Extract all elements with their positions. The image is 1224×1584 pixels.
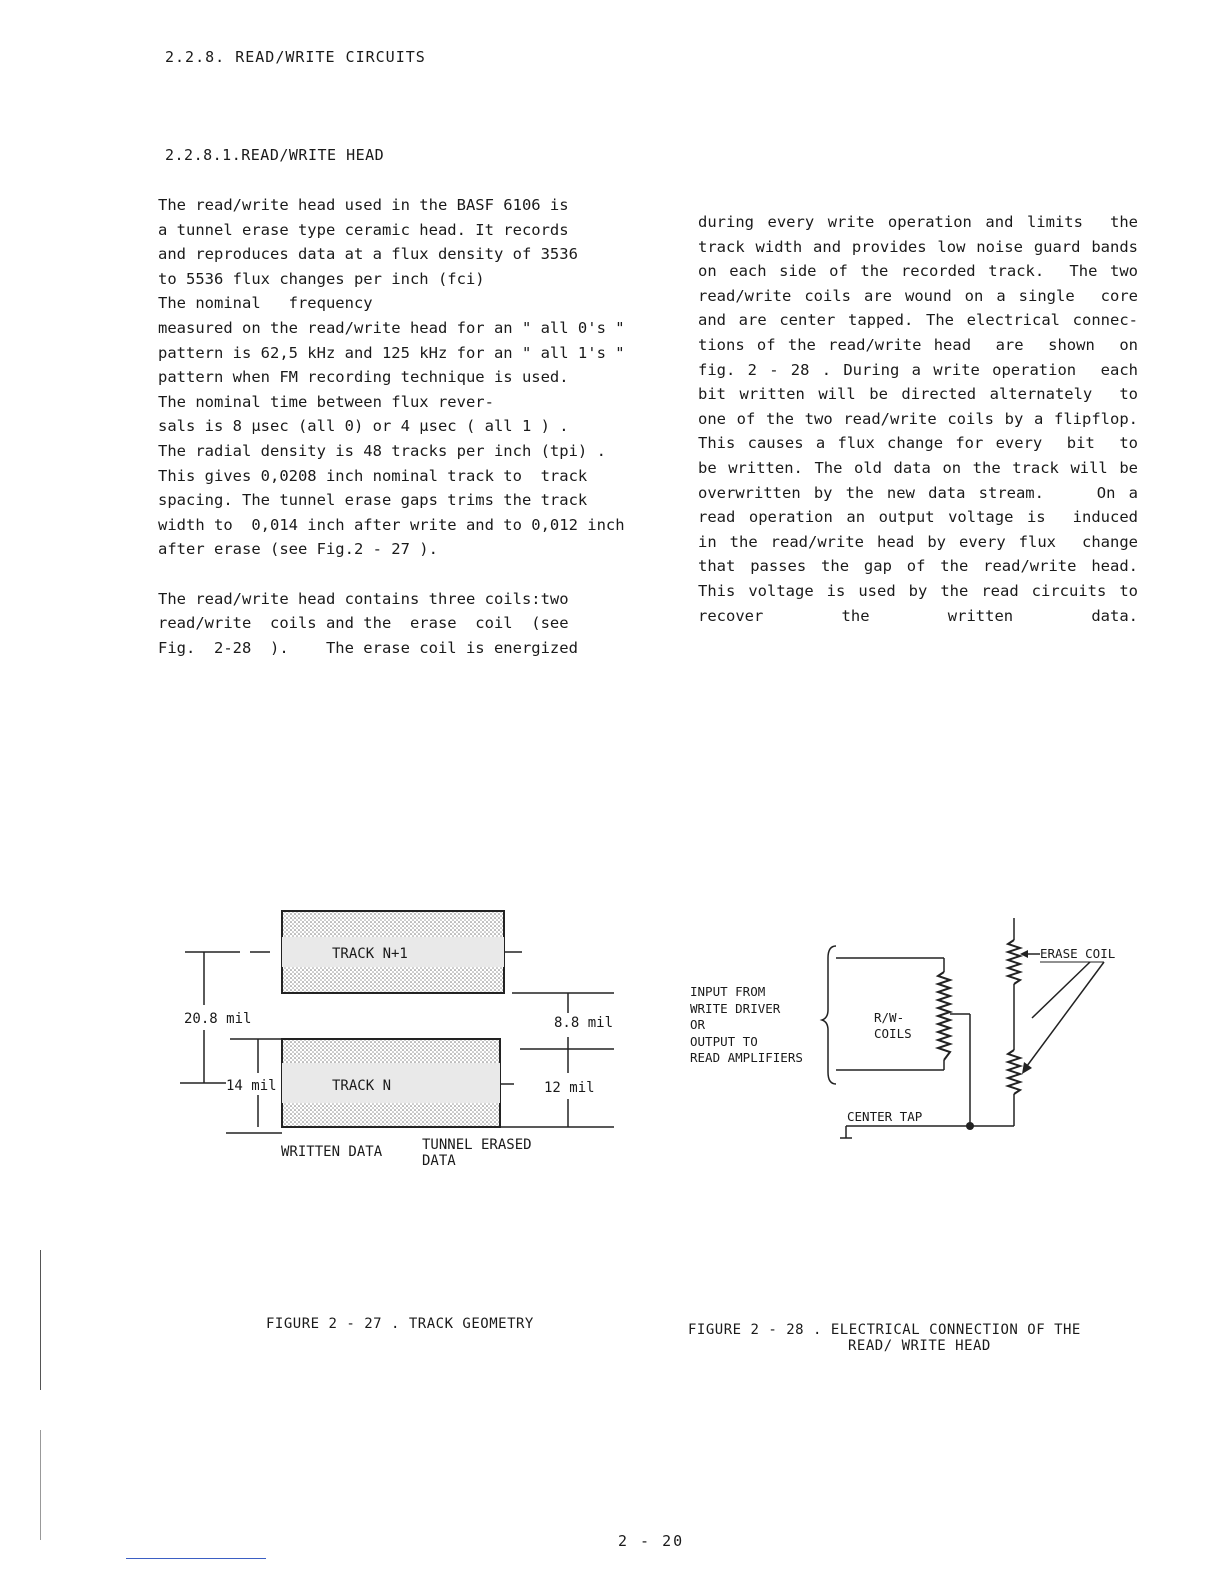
text-line: that passes the gap of the read/write head. <box>698 557 1138 576</box>
erase-coil-upper <box>1008 940 1020 984</box>
rw-coil-symbol <box>938 972 950 1060</box>
text-line: in the read/write head by every flux change <box>698 532 1138 551</box>
page-number: 2 - 20 <box>618 1532 685 1550</box>
left-text-column <box>158 193 625 660</box>
erase-coil-lower <box>1008 1050 1020 1094</box>
input-label-1: INPUT FROM <box>690 984 766 999</box>
input-label-4: OUTPUT TO <box>690 1034 758 1049</box>
text-line: fig. 2 - 28 . During a write operation each <box>698 360 1138 379</box>
text-line: during every write operation and limits the <box>698 213 1138 231</box>
text-line: This causes a flux change for every bit to <box>698 434 1138 453</box>
text-line: The read/write head contains three coils:two <box>158 589 569 608</box>
text-line: be written. The old data on the track will be <box>698 458 1138 477</box>
text-line: sals is 8 µsec (all 0) or 4 µsec ( all 1 ) . <box>158 417 569 436</box>
text-line: and reproduces data at a flux density of 3536 <box>158 245 578 264</box>
right-text-column <box>698 210 1138 628</box>
text-line: track width and provides low noise guard bands <box>698 237 1138 256</box>
track-geometry-figure <box>170 905 630 1185</box>
dim-14-mil: 14 mil <box>226 1078 277 1094</box>
text-line: measured on the read/write head for an " all 0's " <box>158 318 625 337</box>
dim-20-8-mil: 20.8 mil <box>184 1011 252 1027</box>
tunnel-erased-label-2: DATA <box>422 1153 456 1169</box>
written-data-label: WRITTEN DATA <box>281 1144 383 1160</box>
figure-28-caption-line-2: READ/ WRITE HEAD <box>848 1338 991 1354</box>
text-line: This voltage is used by the read circuits to <box>698 581 1138 600</box>
text-line: The read/write head used in the BASF 6106 is <box>158 196 569 214</box>
text-line: read/write coils are wound on a single core <box>698 286 1138 305</box>
section-heading: 2.2.8. READ/WRITE CIRCUITS <box>165 48 426 66</box>
text-line: The nominal time between flux rever- <box>158 392 494 411</box>
text-line: a tunnel erase type ceramic head. It records <box>158 220 569 239</box>
erase-coil-label: ERASE COIL <box>1040 946 1116 961</box>
text-line: on each side of the recorded track. The two <box>698 262 1138 281</box>
dim-12-mil: 12 mil <box>544 1080 595 1096</box>
text-line: pattern is 62,5 kHz and 125 kHz for an " all 1's " <box>158 343 625 362</box>
text-line <box>158 562 608 587</box>
text-line: width to 0,014 inch after write and to 0,012 inch <box>158 515 625 534</box>
tunnel-erased-label: TUNNEL ERASED <box>422 1137 532 1153</box>
subsection-heading: 2.2.8.1.READ/WRITE HEAD <box>165 146 385 164</box>
text-line: one of the two read/write coils by a flipflop. <box>698 409 1138 428</box>
rw-coils-label-1: R/W- <box>874 1010 905 1025</box>
track-n-label: TRACK N <box>332 1078 392 1094</box>
input-label-2: WRITE DRIVER <box>690 1001 781 1016</box>
text-line: The radial density is 48 tracks per inch (tpi) . <box>158 441 606 460</box>
text-line: after erase (see Fig.2 - 27 ). <box>158 540 438 559</box>
text-line: tions of the read/write head are shown on <box>698 335 1138 354</box>
text-line: to 5536 flux changes per inch (fci) <box>158 269 485 288</box>
track-n-plus-1-label: TRACK N+1 <box>332 946 408 962</box>
text-line: and are center tapped. The electrical connec- <box>698 311 1138 330</box>
text-line: read/write coils and the erase coil (see <box>158 614 569 633</box>
margin-line <box>40 1430 41 1540</box>
text-line: pattern when FM recording technique is used. <box>158 368 569 387</box>
text-line: overwritten by the new data stream. On a <box>698 483 1138 502</box>
input-label-5: READ AMPLIFIERS <box>690 1050 803 1065</box>
text-line: The nominal frequency <box>158 294 373 313</box>
text-line: bit written will be directed alternately to <box>698 385 1138 404</box>
figure-27-caption: FIGURE 2 - 27 . TRACK GEOMETRY <box>266 1316 534 1332</box>
text-line: spacing. The tunnel erase gaps trims the track <box>158 491 588 510</box>
text-line: Fig. 2-28 ). The erase coil is energized <box>158 638 578 657</box>
center-tap-label: CENTER TAP <box>847 1109 923 1124</box>
input-label-3: OR <box>690 1017 706 1032</box>
figure-28-caption: FIGURE 2 - 28 . ELECTRICAL CONNECTION OF THE <box>688 1322 1081 1338</box>
text-line: recover the written data. <box>698 606 1138 625</box>
text-line: read operation an output voltage is induced <box>698 508 1138 527</box>
electrical-connection-figure <box>686 910 1146 1160</box>
margin-line <box>40 1250 41 1390</box>
footer-rule <box>126 1558 266 1559</box>
rw-coils-label-2: COILS <box>874 1026 912 1041</box>
text-line: This gives 0,0208 inch nominal track to track <box>158 466 588 485</box>
dim-8-8-mil: 8.8 mil <box>554 1015 614 1031</box>
